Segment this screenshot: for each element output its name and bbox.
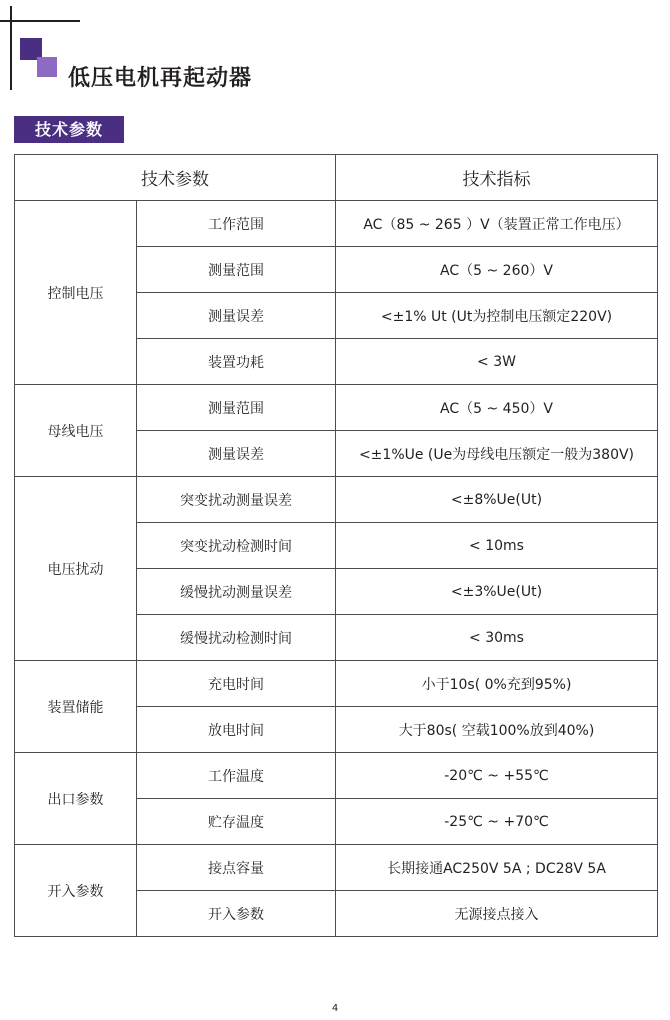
table-row	[15, 385, 658, 431]
param-name: 接点容量	[137, 845, 336, 891]
param-name: 工作温度	[137, 753, 336, 799]
param-value: AC（85 ~ 265 ）V（装置正常工作电压）	[336, 201, 658, 247]
param-value: 大于80s( 空载100%放到40%)	[336, 707, 658, 753]
param-value: <±1%Ue (Ue为母线电压额定一般为380V)	[336, 431, 658, 477]
param-value: 无源接点接入	[336, 891, 658, 937]
param-name: 测量范围	[137, 247, 336, 293]
param-value: < 3W	[336, 339, 658, 385]
param-value: < 30ms	[336, 615, 658, 661]
crop-mark-horizontal	[0, 20, 80, 22]
param-value: <±1% Ut (Ut为控制电压额定220V)	[336, 293, 658, 339]
param-name: 装置功耗	[137, 339, 336, 385]
page-number: 4	[331, 1003, 339, 1014]
param-value: 小于10s( 0%充到95%)	[336, 661, 658, 707]
table-row	[15, 661, 658, 707]
param-name: 突变扰动检测时间	[137, 523, 336, 569]
param-value: < 10ms	[336, 523, 658, 569]
param-value: -20℃ ~ +55℃	[336, 753, 658, 799]
param-name: 缓慢扰动测量误差	[137, 569, 336, 615]
param-name: 工作范围	[137, 201, 336, 247]
param-name: 缓慢扰动检测时间	[137, 615, 336, 661]
param-name: 放电时间	[137, 707, 336, 753]
param-name: 突变扰动测量误差	[137, 477, 336, 523]
group-label: 出口参数	[15, 753, 137, 845]
param-value: <±8%Ue(Ut)	[336, 477, 658, 523]
group-label: 母线电压	[15, 385, 137, 477]
param-name: 测量范围	[137, 385, 336, 431]
table-row	[15, 753, 658, 799]
table-header-row	[15, 155, 658, 201]
param-name: 开入参数	[137, 891, 336, 937]
header-parameter: 技术参数	[15, 155, 336, 201]
section-label: 技术参数	[14, 116, 124, 143]
table-row	[15, 845, 658, 891]
document-title: 低压电机再起动器	[68, 66, 253, 91]
param-name: 测量误差	[137, 293, 336, 339]
table-row	[15, 201, 658, 247]
param-value: 长期接通AC250V 5A ; DC28V 5A	[336, 845, 658, 891]
table-row	[15, 477, 658, 523]
param-name: 贮存温度	[137, 799, 336, 845]
group-label: 电压扰动	[15, 477, 137, 661]
param-value: AC（5 ~ 260）V	[336, 247, 658, 293]
header-indicator: 技术指标	[336, 155, 658, 201]
param-value: -25℃ ~ +70℃	[336, 799, 658, 845]
param-value: AC（5 ~ 450）V	[336, 385, 658, 431]
group-label: 控制电压	[15, 201, 137, 385]
param-name: 测量误差	[137, 431, 336, 477]
param-name: 充电时间	[137, 661, 336, 707]
group-label: 装置储能	[15, 661, 137, 753]
crop-mark-vertical	[10, 6, 12, 90]
group-label: 开入参数	[15, 845, 137, 937]
spec-table	[14, 154, 658, 937]
param-value: <±3%Ue(Ut)	[336, 569, 658, 615]
decor-square-light	[37, 57, 57, 77]
